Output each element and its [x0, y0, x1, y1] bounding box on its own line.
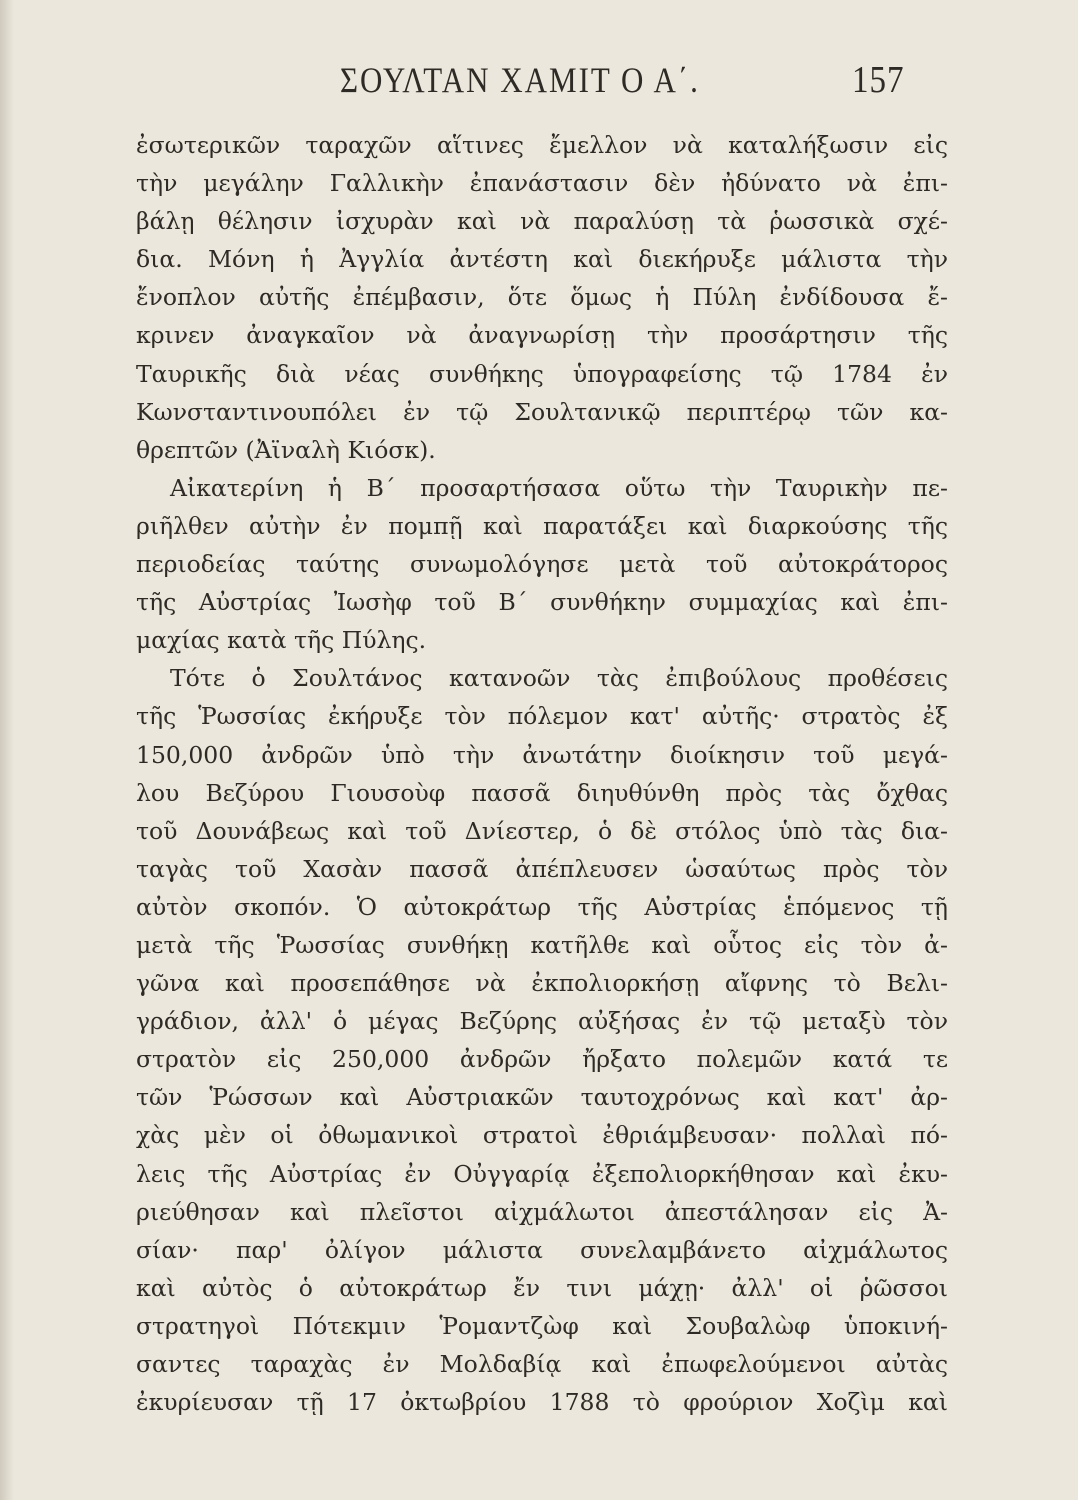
running-head: [0, 60, 1078, 100]
text-line-paragraph-end: θρεπτῶν (Ἀϊναλὴ Κιόσκ).: [136, 435, 436, 464]
text-line: ταγὰς τοῦ Χασὰν πασσᾶ ἀπέπλευσεν ὡσαύτως πρὸς τὸν: [136, 854, 948, 883]
text-line-paragraph-start: Τότε ὁ Σουλτάνος κατανοῶν τὰς ἐπιβούλους προθέσεις: [170, 664, 948, 693]
text-line: αὐτὸν σκοπόν. Ὁ αὐτοκράτωρ τῆς Αὐστρίας ἑπόμενος τῇ: [136, 892, 948, 921]
text-line: σίαν· παρ' ὀλίγον μάλιστα συνελαμβάνετο αἰχμάλωτος: [136, 1235, 948, 1264]
text-line-paragraph-start: Αἰκατερίνη ἡ Β΄ προσαρτήσασα οὕτω τὴν Ταυρικὴν πε-: [170, 473, 948, 502]
text-line: σαντες ταραχὰς ἐν Μολδαβίᾳ καὶ ἐπωφελούμενοι αὐτὰς: [136, 1350, 948, 1378]
page-edge-shadow: [0, 0, 14, 1500]
running-title: ΣΟΥΛΤΑΝ ΧΑΜΙΤ Ο Α΄.: [340, 60, 700, 101]
text-line: τῶν Ῥώσσων καὶ Αὐστριακῶν ταυτοχρόνως καὶ κατ' ἀρ-: [136, 1083, 948, 1112]
text-line: δια. Μόνη ἡ Ἀγγλία ἀντέστη καὶ διεκήρυξε μάλιστα τὴν: [136, 245, 948, 274]
text-line: ἐσωτερικῶν ταραχῶν αἵτινες ἔμελλον νὰ καταλήξωσιν εἰς: [136, 131, 948, 159]
text-line: μετὰ τῆς Ῥωσσίας συνθήκῃ κατῆλθε καὶ οὗτος εἰς τὸν ἀ-: [136, 930, 948, 959]
text-line: τῆς Ῥωσσίας ἐκήρυξε τὸν πόλεμον κατ' αὐτῆς· στρατὸς ἐξ: [136, 702, 948, 731]
body-text: [136, 126, 948, 1421]
text-line: 150,000 ἀνδρῶν ὑπὸ τὴν ἀνωτάτην διοίκησιν τοῦ μεγά-: [136, 740, 948, 769]
text-line: στρατὸν εἰς 250,000 ἀνδρῶν ἤρξατο πολεμῶν κατά τε: [136, 1045, 948, 1074]
page-number: 157: [852, 60, 905, 102]
text-line: περιοδείας ταύτης συνωμολόγησε μετὰ τοῦ αὐτοκράτορος: [136, 550, 948, 579]
text-line-paragraph-end: μαχίας κατὰ τῆς Πύλης.: [136, 626, 427, 655]
text-line: στρατηγοὶ Πότεκμιν Ῥομαντζὼφ καὶ Σουβαλὼφ ὑποκινή-: [136, 1311, 948, 1340]
text-line: ριῆλθεν αὐτὴν ἐν πομπῇ καὶ παρατάξει καὶ διαρκούσης τῆς: [136, 511, 948, 540]
text-line: λεις τῆς Αὐστρίας ἐν Οὐγγαρίᾳ ἐξεπολιορκήθησαν καὶ ἐκυ-: [136, 1159, 948, 1188]
text-line: Ταυρικῆς διὰ νέας συνθήκης ὑπογραφείσης τῷ 1784 ἐν: [136, 359, 948, 388]
text-line: τῆς Αὐστρίας Ἰωσὴφ τοῦ Β΄ συνθήκην συμμαχίας καὶ ἐπι-: [136, 588, 948, 617]
text-line: ἔνοπλον αὐτῆς ἐπέμβασιν, ὅτε ὅμως ἡ Πύλη ἐνδίδουσα ἔ-: [136, 283, 948, 312]
text-line: καὶ αὐτὸς ὁ αὐτοκράτωρ ἔν τινι μάχῃ· ἀλλ' οἱ ῥῶσσοι: [136, 1273, 948, 1302]
text-line: γῶνα καὶ προσεπάθησε νὰ ἐκπολιορκήσῃ αἴφνης τὸ Βελι-: [136, 969, 948, 998]
text-line: γράδιον, ἀλλ' ὁ μέγας Βεζύρης αὐξήσας ἐν τῷ μεταξὺ τὸν: [136, 1007, 948, 1036]
text-line: ριεύθησαν καὶ πλεῖστοι αἰχμάλωτοι ἀπεστάλησαν εἰς Ἀ-: [136, 1197, 948, 1226]
text-line: κρινεν ἀναγκαῖον νὰ ἀναγνωρίσῃ τὴν προσάρτησιν τῆς: [136, 321, 948, 350]
text-line: ἐκυρίευσαν τῇ 17 ὀκτωβρίου 1788 τὸ φρούριον Χοζὶμ καὶ: [136, 1388, 948, 1417]
text-line: τοῦ Δουνάβεως καὶ τοῦ Δνίεστερ, ὁ δὲ στόλος ὑπὸ τὰς δια-: [136, 816, 948, 845]
text-line: χὰς μὲν οἱ ὀθωμανικοὶ στρατοὶ ἐθριάμβευσαν· πολλαὶ πό-: [136, 1121, 948, 1150]
text-line: λου Βεζύρου Γιουσοὺφ πασσᾶ διηυθύνθη πρὸς τὰς ὄχθας: [136, 778, 948, 807]
text-line: βάλῃ θέλησιν ἰσχυρὰν καὶ νὰ παραλύσῃ τὰ ῥωσσικὰ σχέ-: [136, 207, 948, 236]
text-line: Κωνσταντινουπόλει ἐν τῷ Σουλτανικῷ περιπτέρῳ τῶν κα-: [136, 397, 948, 426]
text-line: τὴν μεγάλην Γαλλικὴν ἐπανάστασιν δὲν ἠδύνατο νὰ ἐπι-: [136, 169, 948, 198]
